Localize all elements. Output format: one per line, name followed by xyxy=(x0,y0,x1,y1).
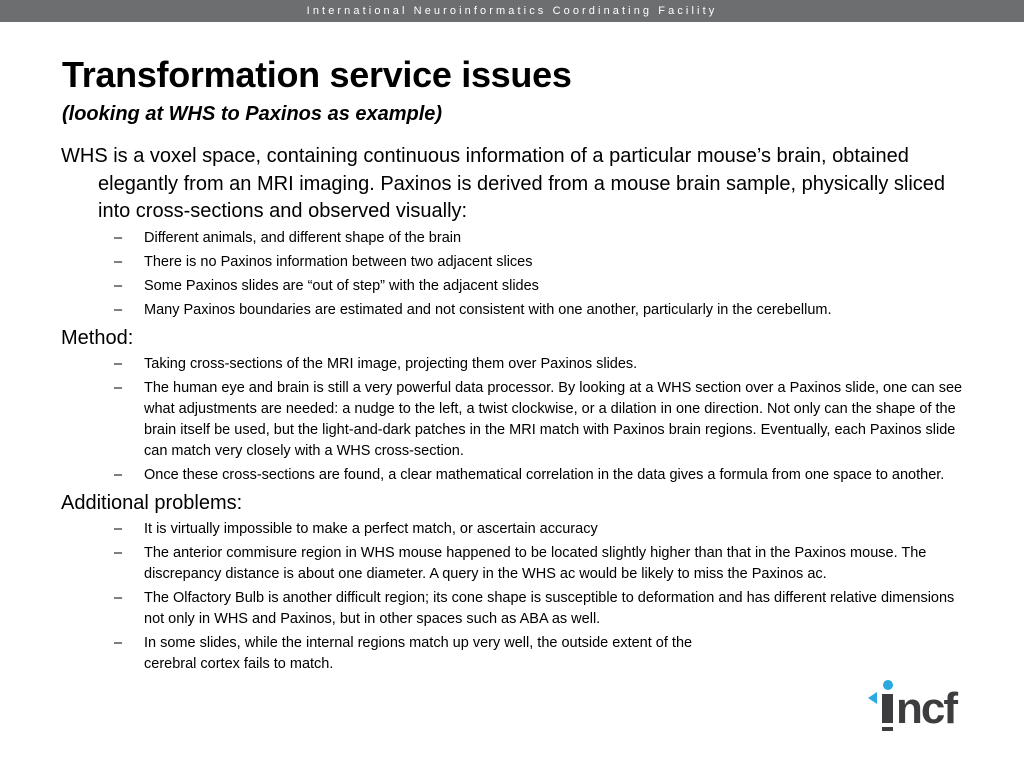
list-item-text: The Olfactory Bulb is another difficult region; its cone shape is susceptible to deformation and has different relative dimensions not only in WHS and Paxinos, but in other spaces such as ABA as well. xyxy=(144,589,955,627)
method-heading: Method: xyxy=(61,326,134,349)
bullet-dash: – xyxy=(114,634,123,651)
intro-list xyxy=(0,228,1024,321)
list-item-text: In some slides, while the internal regions match up very well, the outside extent of the cerebral cortex fails to match. xyxy=(144,634,693,672)
method-list xyxy=(0,354,1024,486)
header-bar xyxy=(0,0,1024,22)
slide-body xyxy=(0,143,1024,679)
list-item xyxy=(114,519,964,540)
list-item xyxy=(114,378,964,462)
list-item-text: Some Paxinos slides are “out of step” with the adjacent slides xyxy=(144,277,539,294)
list-item-text: Many Paxinos boundaries are estimated and not consistent with one another, particularly in the cerebellum. xyxy=(144,301,832,318)
bullet-dash: – xyxy=(114,466,123,483)
bullet-dash: – xyxy=(114,277,123,294)
bullet-dash: – xyxy=(114,301,123,318)
list-item-text: The human eye and brain is still a very powerful data processor. By looking at a WHS section over a Paxinos slide, one can see what adjustments are needed: a nudge to the left, a twist clockwise, or a dilation in one direction. Not only can the shape of the brain itself be used, but the light-and-dark patches in the MRI match with Paxinos brain regions. Eventually, each Paxinos slide can match very closely with a WHS cross-section. xyxy=(144,379,963,459)
list-item-text: It is virtually impossible to make a perfect match, or ascertain accuracy xyxy=(144,520,598,537)
slide-subtitle: (looking at WHS to Paxinos as example) xyxy=(62,103,443,125)
problems-list xyxy=(0,519,1024,675)
bullet-dash: – xyxy=(114,253,123,270)
intro-paragraph: WHS is a voxel space, containing continuous information of a particular mouse’s brain, obtained elegantly from an MRI imaging. Paxinos is derived from a mouse brain sample, physically sliced into cross-sections and observed visually: xyxy=(61,145,946,222)
slide-title: Transformation service issues xyxy=(62,54,572,95)
list-item xyxy=(114,588,964,630)
header-org-name: International Neuroinformatics Coordinating Facility xyxy=(306,5,718,17)
list-item-text: The anterior commisure region in WHS mouse happened to be located slightly higher than that in the Paxinos mouse. The discrepancy distance is about one diameter. A query in the WHS ac would be likely to miss the Paxinos ac. xyxy=(144,544,927,582)
bullet-dash: – xyxy=(114,379,123,396)
list-item-text: There is no Paxinos information between two adjacent slices xyxy=(144,253,533,270)
list-item xyxy=(114,465,964,486)
bullet-dash: – xyxy=(114,229,123,246)
list-item xyxy=(114,300,964,321)
list-item xyxy=(114,276,964,297)
list-item-text: Taking cross-sections of the MRI image, projecting them over Paxinos slides. xyxy=(144,355,638,372)
list-item-text: Once these cross-sections are found, a clear mathematical correlation in the data gives a formula from one space to another. xyxy=(144,466,945,483)
bullet-dash: – xyxy=(114,544,123,561)
list-item xyxy=(114,543,964,585)
problems-heading: Additional problems: xyxy=(61,491,243,514)
logo-wordmark-visible: ncf xyxy=(896,684,956,733)
list-item xyxy=(114,633,964,675)
bullet-dash: – xyxy=(114,520,123,537)
list-item xyxy=(114,354,964,375)
list-item xyxy=(114,252,964,273)
list-item xyxy=(114,228,964,249)
bullet-dash: – xyxy=(114,589,123,606)
incf-logo xyxy=(866,678,978,734)
bullet-dash: – xyxy=(114,355,123,372)
list-item-text: Different animals, and different shape of the brain xyxy=(144,229,462,246)
